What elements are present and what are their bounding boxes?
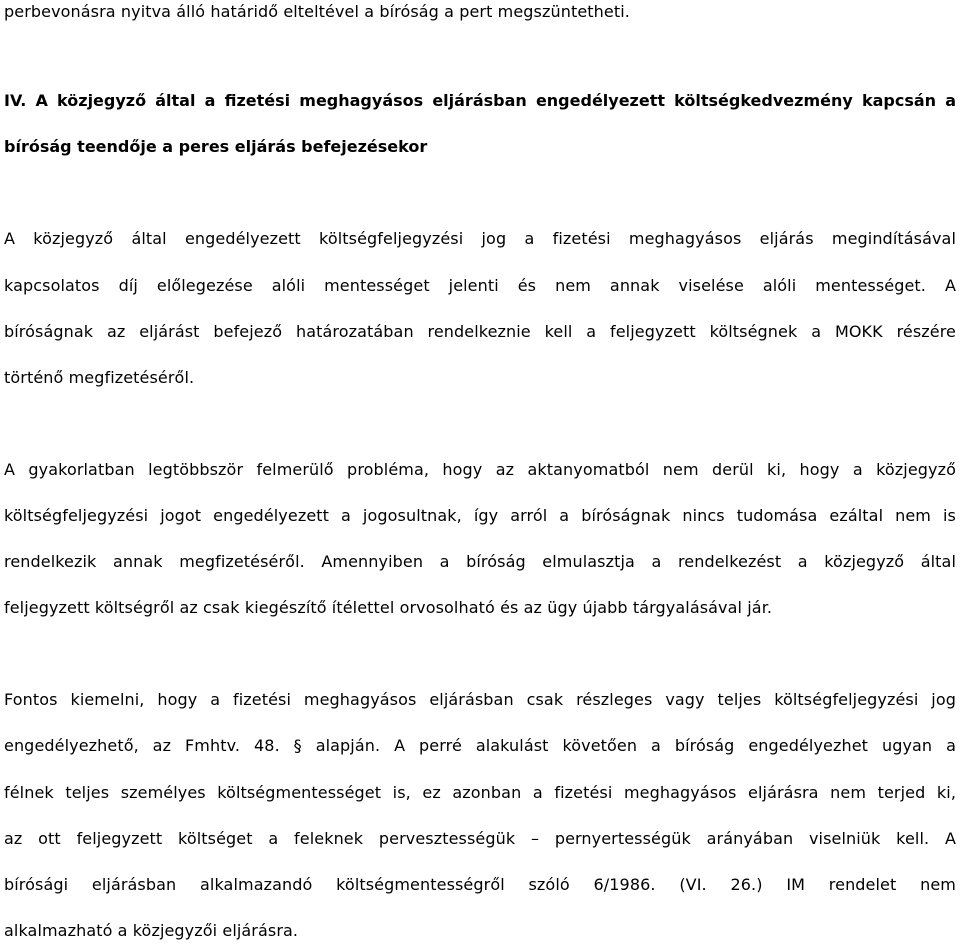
paragraph-2-line: A gyakorlatban legtöbbször felmerülő probléma, hogy az aktanyomatból nem derül ki, hogy a közjegyző	[4, 460, 956, 479]
paragraph-2-line: rendelkezik annak megfizetéséről. Amennyiben a bíróság elmulasztja a rendelkezést a közjegyző által	[4, 552, 956, 571]
paragraph-3-line: engedélyezhető, az Fmhtv. 48. § alapján. A perré alakulást követően a bíróság engedélyezhet ugyan a	[4, 736, 956, 755]
paragraph-3-line: bírósági eljárásban alkalmazandó költségmentességről szóló 6/1986. (VI. 26.) IM rendelet nem	[4, 875, 956, 894]
paragraph-1-line: bíróságnak az eljárást befejező határozatában rendelkeznie kell a feljegyzett költségnek a MOKK részére	[4, 322, 956, 341]
top-text-line: perbevonásra nyitva álló határidő elteltével a bíróság a pert megszüntetheti.	[4, 2, 630, 21]
paragraph-2-line: költségfeljegyzési jogot engedélyezett a jogosultnak, így arról a bíróságnak nincs tudomása ezáltal nem is	[4, 506, 956, 525]
paragraph-1-line: A közjegyző által engedélyezett költségfeljegyzési jog a fizetési meghagyásos eljárás megindításával	[4, 229, 956, 248]
paragraph-3-line: Fontos kiemelni, hogy a fizetési meghagyásos eljárásban csak részleges vagy teljes költségfeljegyzési jog	[4, 690, 956, 709]
paragraph-1-line: történő megfizetéséről.	[4, 368, 195, 387]
paragraph-3-line: az ott feljegyzett költséget a feleknek pervesztességük – pernyertességük arányában viselniük kell. A	[4, 829, 956, 848]
paragraph-3-line: alkalmazható a közjegyzői eljárásra.	[4, 921, 299, 940]
paragraph-1-line: kapcsolatos díj előlegezése alóli mentességet jelenti és nem annak viselése alóli mentességet. A	[4, 276, 956, 295]
section-heading-line-2: bíróság teendője a peres eljárás befejezésekor	[4, 137, 428, 156]
paragraph-2-line: feljegyzett költségről az csak kiegészítő ítélettel orvosolható és az ügy újabb tárgyalásával jár.	[4, 598, 773, 617]
paragraph-3-line: félnek teljes személyes költségmentességet is, ez azonban a fizetési meghagyásos eljárásra nem terjed ki,	[4, 783, 956, 802]
section-heading-line-1: IV. A közjegyző által a fizetési meghagyásos eljárásban engedélyezett költségkedvezmény kapcsán a	[4, 91, 956, 110]
